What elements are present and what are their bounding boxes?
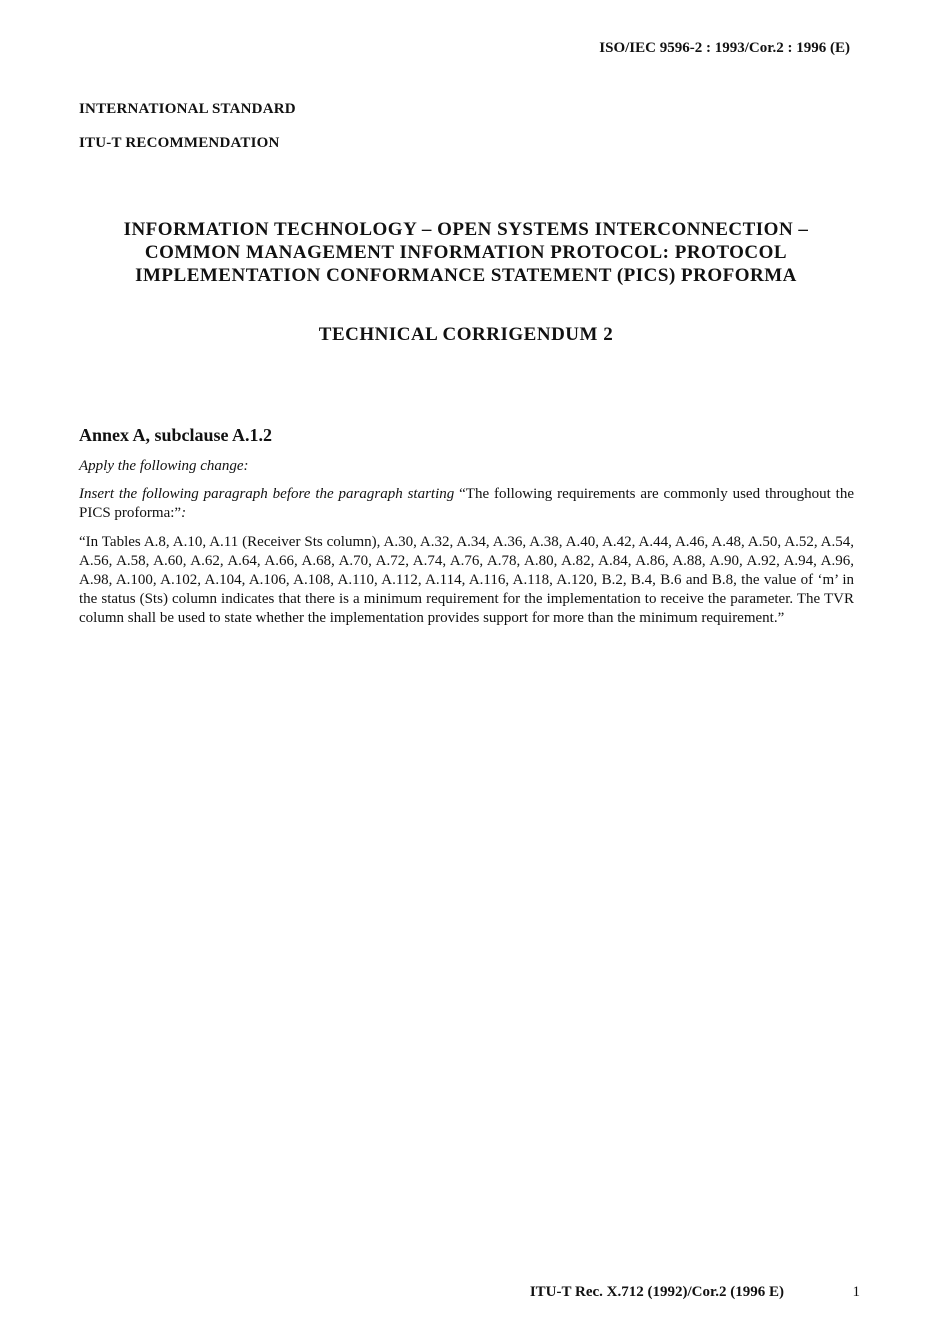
insert-instruction	[79, 485, 854, 523]
insert-instruction-italic: Insert the following paragraph before the paragraph starting	[79, 486, 455, 502]
document-title-line-3: IMPLEMENTATION CONFORMANCE STATEMENT (PICS) PROFORMA	[135, 265, 797, 286]
inserted-paragraph: “In Tables A.8, A.10, A.11 (Receiver Sts column), A.30, A.32, A.34, A.36, A.38, A.40, A.42, A.44, A.46, A.48, A.50, A.52, A.54, A.56, A.58, A.60, A.62, A.64, A.66, A.68, A.70, A.72, A.74, A.76, A.78, A.80, A.82, A.84, A.86, A.88, A.90, A.92, A.94, A.96, A.98, A.100, A.102, A.104, A.106, A.108, A.110, A.112, A.114, A.116, A.118, A.120, B.2, B.4, B.6 and B.8, the value of ‘m’ in the status (Sts) column indicates that there is a minimum requirement for the implementation to receive the parameter. The TVR column shall be used to state whether the implementation provides support for more than the minimum requirement.”	[79, 534, 854, 626]
insert-instruction-quote: “The following requirements are commonly used throughout the PICS proforma:”	[79, 486, 854, 521]
corrigendum-heading: TECHNICAL CORRIGENDUM 2	[318, 324, 614, 345]
footer-reference: ITU-T Rec. X.712 (1992)/Cor.2 (1996 E)	[529, 1284, 784, 1300]
document-title	[80, 218, 852, 287]
apply-instruction: Apply the following change:	[79, 458, 249, 474]
document-title-line-1: INFORMATION TECHNOLOGY – OPEN SYSTEMS INTERCONNECTION –	[123, 219, 809, 240]
insert-instruction-colon: :	[181, 505, 187, 521]
recommendation-type-label: ITU-T RECOMMENDATION	[79, 135, 280, 151]
document-title-line-2: COMMON MANAGEMENT INFORMATION PROTOCOL: PROTOCOL	[144, 242, 788, 263]
section-heading: Annex A, subclause A.1.2	[79, 425, 273, 445]
standard-type-label: INTERNATIONAL STANDARD	[79, 101, 296, 117]
page-number: 1	[852, 1284, 860, 1300]
header-reference: ISO/IEC 9596-2 : 1993/Cor.2 : 1996 (E)	[599, 40, 850, 56]
